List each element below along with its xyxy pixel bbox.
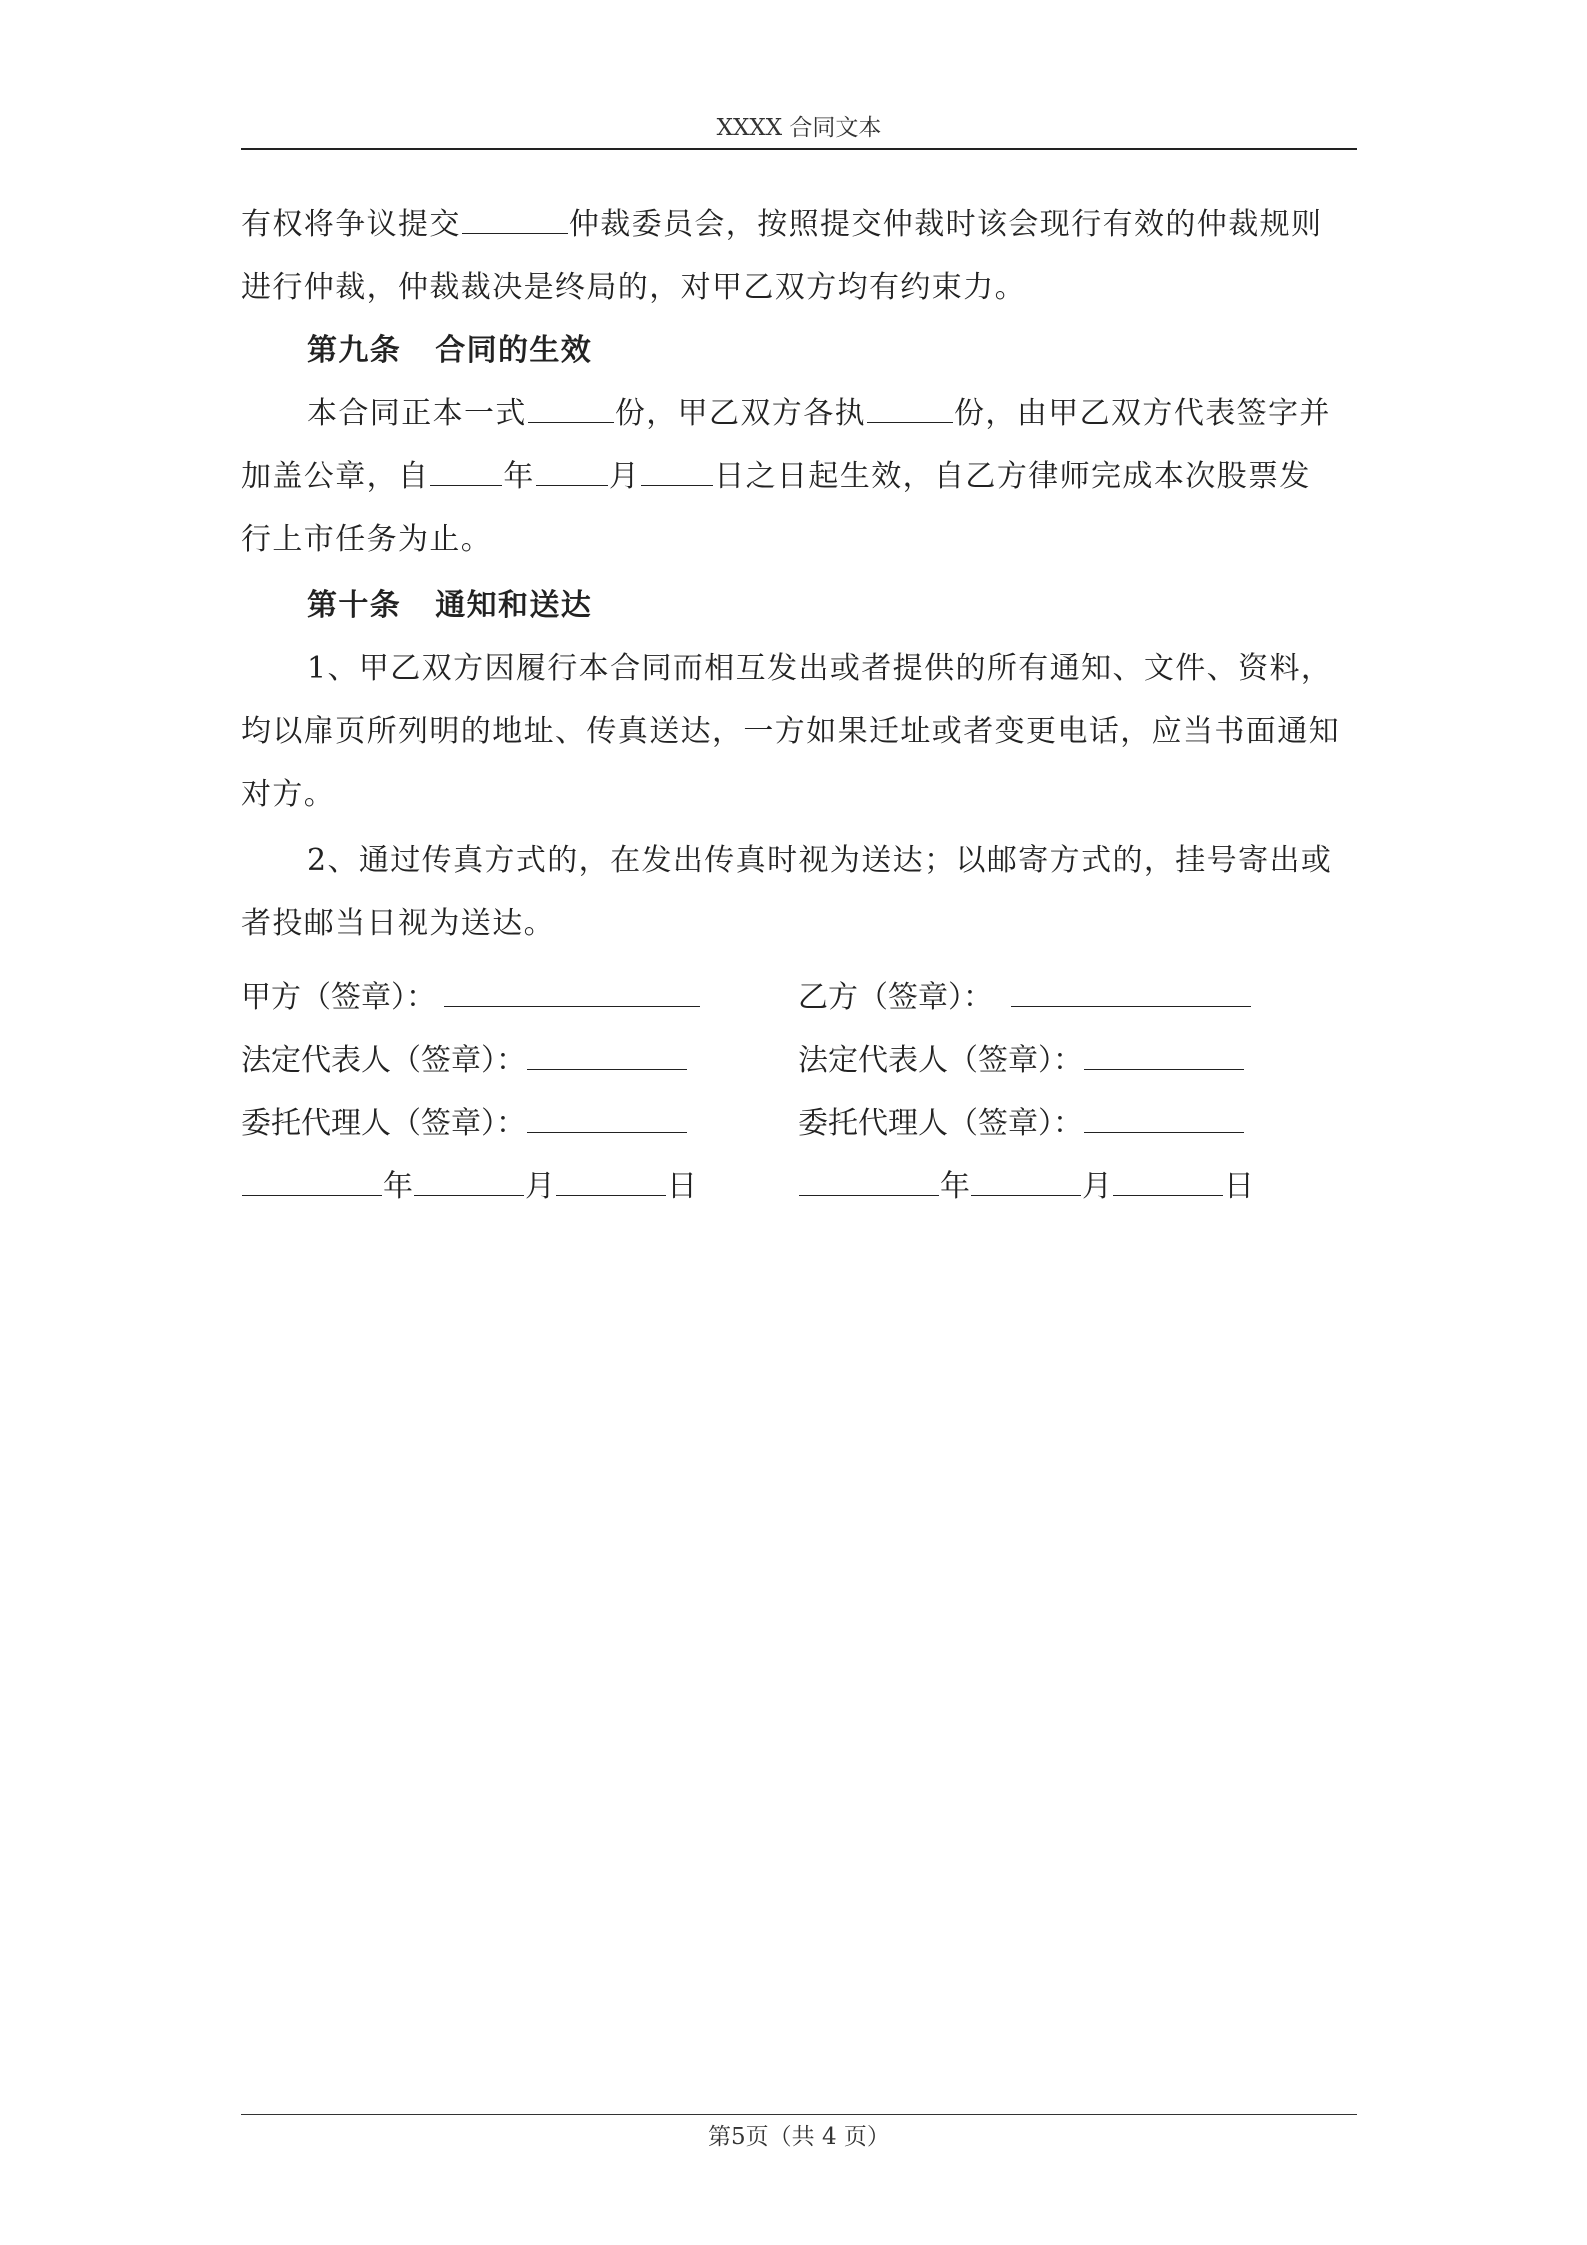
agent-signature-field <box>1084 1108 1244 1133</box>
text-line: 行上市任务为止。 <box>241 522 493 557</box>
signature-block <box>241 966 1357 1218</box>
blank-field <box>462 209 568 234</box>
article-10-heading: 第十条 通知和送达 <box>307 588 593 623</box>
party-b-label: 乙方（签章）： <box>798 980 993 1015</box>
blank-field <box>528 398 614 423</box>
header-rule <box>241 148 1357 150</box>
signature-row <box>241 1092 1357 1155</box>
legal-rep-signature-field <box>1084 1045 1244 1070</box>
article-9-heading: 第九条 合同的生效 <box>307 333 593 368</box>
party-b-signature-field <box>1011 982 1251 1007</box>
party-a-signature-field <box>444 982 700 1007</box>
blank-field <box>867 398 953 423</box>
text-line: 1、甲乙双方因履行本合同而相互发出或者提供的所有通知、文件、资料， <box>307 651 1333 686</box>
text-line: 者投邮当日视为送达。 <box>241 906 555 941</box>
text-line: 加盖公章，自 年 月 日之日起生效，自乙方律师完成本次股票发 <box>241 459 1311 494</box>
footer-rule <box>241 2114 1357 2115</box>
legal-rep-label: 法定代表人（签章）： <box>241 1043 526 1078</box>
signature-row <box>241 966 1357 1029</box>
page-number: 第5页（共 4 页） <box>708 2124 890 2150</box>
text-line: 对方。 <box>241 777 336 812</box>
agent-signature-field <box>527 1108 687 1133</box>
signature-row <box>241 1029 1357 1092</box>
text-line: 2、通过传真方式的，在发出传真时视为送达；以邮寄方式的，挂号寄出或 <box>307 843 1333 878</box>
page-header: XXXX 合同文本 <box>716 115 882 141</box>
contract-body <box>241 193 1357 955</box>
agent-label: 委托代理人（签章）： <box>241 1106 526 1141</box>
text-line: 进行仲裁，仲裁裁决是终局的，对甲乙双方均有约束力。 <box>241 270 1026 305</box>
blank-field <box>430 461 502 486</box>
text-line: 均以扉页所列明的地址、传真送达，一方如果迁址或者变更电话，应当书面通知 <box>241 714 1340 749</box>
day-field <box>556 1171 666 1196</box>
blank-field <box>641 461 713 486</box>
blank-field <box>536 461 608 486</box>
legal-rep-signature-field <box>527 1045 687 1070</box>
date-row: 年 月 日 年 月 日 <box>241 1155 1357 1218</box>
text-line: 本合同正本一式 份，甲乙双方各执 份，由甲乙双方代表签字并 <box>307 396 1331 431</box>
month-field <box>414 1171 524 1196</box>
agent-label: 委托代理人（签章）： <box>798 1106 1083 1141</box>
year-field <box>799 1171 939 1196</box>
text-line: 有权将争议提交 仲裁委员会，按照提交仲裁时该会现行有效的仲裁规则 <box>241 207 1323 242</box>
year-field <box>242 1171 382 1196</box>
month-field <box>971 1171 1081 1196</box>
legal-rep-label: 法定代表人（签章）： <box>798 1043 1083 1078</box>
day-field <box>1113 1171 1223 1196</box>
party-a-label: 甲方（签章）： <box>241 980 436 1015</box>
